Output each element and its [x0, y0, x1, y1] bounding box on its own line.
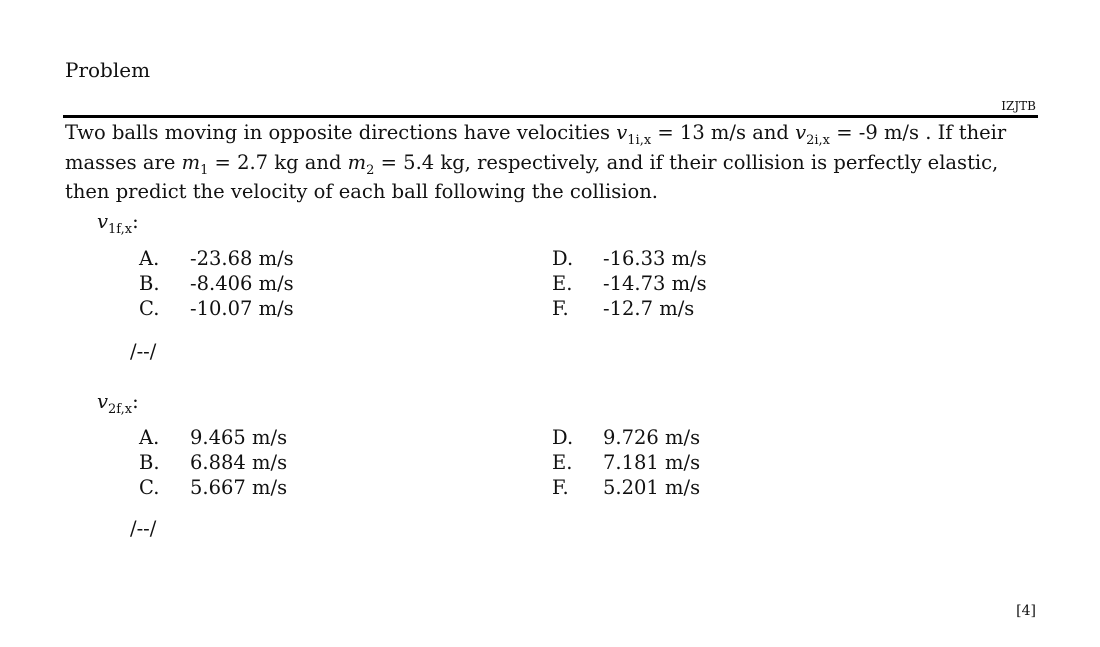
m2-subscript: 2: [366, 162, 375, 178]
m2-symbol: m: [347, 150, 367, 174]
page-number: [4]: [1016, 603, 1036, 619]
problem-heading: Problem: [65, 58, 151, 82]
option-value[interactable]: 5.667 m/s: [190, 476, 288, 499]
option-letter: B.: [139, 272, 160, 295]
problem-code: IZJTB: [1001, 99, 1036, 113]
answer-blank[interactable]: /--/: [130, 340, 157, 363]
v1i-subscript: 1i,x: [627, 133, 652, 148]
stem-text-2: = 13 m/s and: [651, 121, 796, 144]
answer-blank[interactable]: /--/: [130, 517, 157, 540]
v1f-symbol: v: [97, 210, 109, 233]
v2i-symbol: v: [795, 121, 807, 144]
option-letter: A.: [139, 426, 160, 449]
option-value[interactable]: 9.726 m/s: [603, 426, 701, 449]
question-label-v1f: [97, 210, 139, 237]
stem-text-4: = 2.7 kg and: [208, 150, 348, 174]
option-value[interactable]: -14.73 m/s: [603, 272, 707, 295]
m1-symbol: m: [181, 150, 201, 174]
option-value[interactable]: 5.201 m/s: [603, 476, 701, 499]
option-letter: F.: [552, 297, 569, 320]
v1i-symbol: v: [616, 121, 628, 144]
stem-text-3: = -9 m/s . If their masses are: [65, 121, 1007, 174]
option-value[interactable]: -23.68 m/s: [190, 247, 294, 270]
stem-text-5: = 5.4 kg, respectively, and if their collision is perfectly elastic, then predict the velocity of each ball following the collision.: [65, 150, 999, 203]
option-value[interactable]: 7.181 m/s: [603, 451, 701, 474]
v2f-subscript: 2f,x: [108, 402, 133, 417]
option-value[interactable]: -8.406 m/s: [190, 272, 294, 295]
v2f-symbol: v: [97, 390, 109, 413]
option-letter: E.: [552, 451, 573, 474]
v2f-colon: :: [132, 390, 139, 413]
option-letter: A.: [139, 247, 160, 270]
option-value[interactable]: 6.884 m/s: [190, 451, 288, 474]
v2i-subscript: 2i,x: [806, 133, 831, 148]
question-label-v2f: [97, 390, 139, 417]
option-letter: C.: [139, 476, 160, 499]
option-value[interactable]: -16.33 m/s: [603, 247, 707, 270]
v1f-subscript: 1f,x: [108, 222, 133, 237]
option-letter: C.: [139, 297, 160, 320]
option-letter: D.: [552, 426, 574, 449]
option-value[interactable]: -10.07 m/s: [190, 297, 294, 320]
option-value[interactable]: 9.465 m/s: [190, 426, 288, 449]
m1-subscript: 1: [200, 162, 209, 178]
option-letter: B.: [139, 451, 160, 474]
option-letter: F.: [552, 476, 569, 499]
option-letter: D.: [552, 247, 574, 270]
v1f-colon: :: [132, 210, 139, 233]
option-letter: E.: [552, 272, 573, 295]
option-value[interactable]: -12.7 m/s: [603, 297, 695, 320]
header-rule: [63, 115, 1038, 118]
problem-statement: [65, 120, 1040, 206]
stem-text-1: Two balls moving in opposite directions have velocities: [65, 121, 617, 144]
